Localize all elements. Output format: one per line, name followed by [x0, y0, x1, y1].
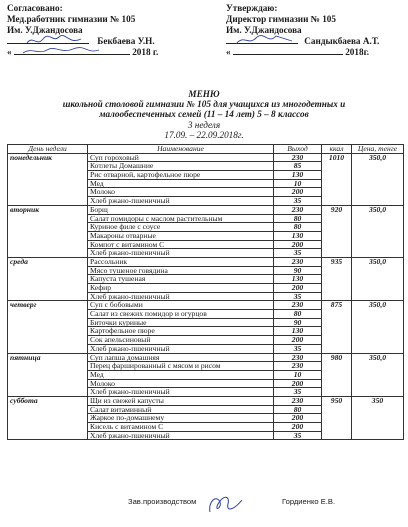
dish-name-cell: Суп с бобовыми — [88, 301, 274, 310]
price-cell: 350,0 — [352, 205, 404, 257]
dish-name-cell: Салат из свежих помидор и огурцов — [88, 310, 274, 319]
output-cell: 230 — [274, 353, 322, 362]
kcal-cell: 950 — [322, 396, 352, 439]
approval-right-date-suffix: 2018г. — [345, 47, 369, 57]
table-row — [8, 257, 404, 266]
output-cell: 35 — [274, 197, 322, 206]
approval-right-date-prefix: « — [226, 47, 231, 57]
header-price: Цена, тенге — [352, 145, 404, 154]
dish-name-cell: Салат помидоры с маслом растительным — [88, 214, 274, 223]
output-cell: 230 — [274, 153, 322, 162]
table-row — [8, 396, 404, 405]
approval-left-name: Бекбаева У.Н. — [97, 36, 155, 46]
dish-name-cell: Компот с витамином С — [88, 240, 274, 249]
dish-name-cell: Мед — [88, 370, 274, 379]
dish-name-cell: Кефир — [88, 284, 274, 293]
dish-name-cell: Картофельное пюре — [88, 327, 274, 336]
table-header-row — [8, 145, 404, 154]
dish-name-cell: Кисель с витамином С — [88, 423, 274, 432]
footer-signature — [204, 490, 248, 518]
output-cell: 130 — [274, 327, 322, 336]
output-cell: 200 — [274, 414, 322, 423]
header-output: Выход — [274, 145, 322, 154]
dish-name-cell: Хлеб ржано-пшеничный — [88, 249, 274, 258]
price-cell: 350,0 — [352, 153, 404, 205]
footer-position: Зав.производством — [128, 497, 197, 506]
output-cell: 35 — [274, 388, 322, 397]
dish-name-cell: Суп гороховый — [88, 153, 274, 162]
output-cell: 230 — [274, 205, 322, 214]
header-name: Наименование — [88, 145, 274, 154]
dish-name-cell: Жаркое по-домашнему — [88, 414, 274, 423]
output-cell: 90 — [274, 318, 322, 327]
approval-left-heading: Согласовано: — [7, 3, 63, 13]
day-cell: четверг — [8, 301, 88, 353]
table-row — [8, 301, 404, 310]
dish-name-cell: Суп лапша домашняя — [88, 353, 274, 362]
output-cell: 80 — [274, 405, 322, 414]
price-cell: 350 — [352, 396, 404, 439]
price-cell: 350,0 — [352, 301, 404, 353]
dish-name-cell: Хлеб ржано-пшеничный — [88, 388, 274, 397]
day-cell: пятница — [8, 353, 88, 396]
dish-name-cell: Хлеб ржано-пшеничный — [88, 431, 274, 440]
output-cell: 35 — [274, 249, 322, 258]
dish-name-cell: Куриное филе с соусе — [88, 223, 274, 232]
dish-name-cell: Хлеб ржано-пшеничный — [88, 344, 274, 353]
approval-left-school: Им. У.Джандосова — [7, 25, 83, 35]
date-range: 17.09. – 22.09.2018г. — [164, 130, 244, 140]
table-row — [8, 353, 404, 362]
approval-block-left — [7, 3, 158, 58]
approval-left-position: Мед.работник гимназии № 105 — [7, 14, 136, 24]
output-cell: 200 — [274, 240, 322, 249]
approval-right-heading: Утверждаю: — [226, 3, 278, 13]
approval-left-date-suffix: 2018 г. — [132, 47, 159, 57]
approval-right-date-line — [226, 47, 379, 58]
output-cell: 35 — [274, 292, 322, 301]
output-cell: 200 — [274, 284, 322, 293]
day-cell: понедельник — [8, 153, 88, 205]
output-cell: 130 — [274, 275, 322, 284]
dish-name-cell: Сок апельсиновый — [88, 336, 274, 345]
kcal-cell: 875 — [322, 301, 352, 353]
dish-name-cell: Капуста тушеная — [88, 275, 274, 284]
handwritten-date-left — [21, 45, 101, 57]
dish-name-cell: Щи из свежей капусты — [88, 396, 274, 405]
dish-name-cell: Салат витаминный — [88, 405, 274, 414]
approval-left-date-prefix: « — [7, 47, 12, 57]
output-cell: 130 — [274, 171, 322, 180]
output-cell: 80 — [274, 223, 322, 232]
dish-name-cell: Рис отварной, картофельное пюре — [88, 171, 274, 180]
table-row — [8, 205, 404, 214]
menu-title: МЕНЮ — [188, 89, 220, 99]
approval-left-date-line — [7, 47, 158, 58]
output-cell: 80 — [274, 310, 322, 319]
week-label: 3 неделя — [187, 120, 221, 130]
dish-name-cell: Мясо тушеное говядина — [88, 266, 274, 275]
dish-name-cell: Рассольник — [88, 257, 274, 266]
output-cell: 85 — [274, 162, 322, 171]
menu-subtitle-1: школьной столовой гимназии № 105 для учащихся из многодетных и — [62, 99, 346, 109]
price-cell: 350,0 — [352, 353, 404, 396]
dish-name-cell: Макароны отварные — [88, 231, 274, 240]
approval-right-signature-line — [226, 36, 379, 47]
dish-name-cell: Борщ — [88, 205, 274, 214]
kcal-cell: 920 — [322, 205, 352, 257]
dish-name-cell: Биточки куриные — [88, 318, 274, 327]
output-cell: 230 — [274, 396, 322, 405]
dish-name-cell: Мед — [88, 179, 274, 188]
menu-table-body — [8, 153, 404, 440]
output-cell: 130 — [274, 231, 322, 240]
signature-right — [234, 33, 294, 47]
dish-name-cell: Хлеб ржано-пшеничный — [88, 292, 274, 301]
menu-subtitle-2: малообеспеченных семей (11 – 14 лет) 5 – 8 классов — [99, 109, 309, 119]
output-cell: 10 — [274, 370, 322, 379]
day-cell: суббота — [8, 396, 88, 439]
output-cell: 80 — [274, 214, 322, 223]
approval-block-right — [226, 3, 379, 58]
header-day: День недели — [8, 145, 88, 154]
dish-name-cell: Котлеты Домашние — [88, 162, 274, 171]
approval-right-name: Сандыкбаева А.Т. — [304, 36, 380, 46]
approval-left-signature-line — [7, 36, 158, 47]
table-row — [8, 153, 404, 162]
output-cell: 230 — [274, 362, 322, 371]
output-cell: 10 — [274, 179, 322, 188]
kcal-cell: 980 — [322, 353, 352, 396]
footer-name: Гордиенко Е.В. — [282, 497, 336, 506]
day-cell: среда — [8, 257, 88, 300]
header-kcal: ккал — [322, 145, 352, 154]
price-cell: 350,0 — [352, 257, 404, 300]
kcal-cell: 1010 — [322, 153, 352, 205]
output-cell: 35 — [274, 431, 322, 440]
output-cell: 35 — [274, 344, 322, 353]
approval-right-position: Директор гимназии № 105 — [226, 14, 336, 24]
output-cell: 230 — [274, 301, 322, 310]
kcal-cell: 935 — [322, 257, 352, 300]
day-cell: вторник — [8, 205, 88, 257]
output-cell: 200 — [274, 379, 322, 388]
output-cell: 230 — [274, 257, 322, 266]
dish-name-cell: Молоко — [88, 188, 274, 197]
output-cell: 200 — [274, 336, 322, 345]
output-cell: 200 — [274, 423, 322, 432]
dish-name-cell: Молоко — [88, 379, 274, 388]
signature-left — [25, 33, 85, 47]
output-cell: 200 — [274, 188, 322, 197]
dish-name-cell: Хлеб ржано-пшеничный — [88, 197, 274, 206]
menu-table — [7, 144, 404, 440]
dish-name-cell: Перец фаршированный с мясом и рисом — [88, 362, 274, 371]
output-cell: 90 — [274, 266, 322, 275]
approval-right-school: Им. У.Джандосова — [226, 25, 302, 35]
